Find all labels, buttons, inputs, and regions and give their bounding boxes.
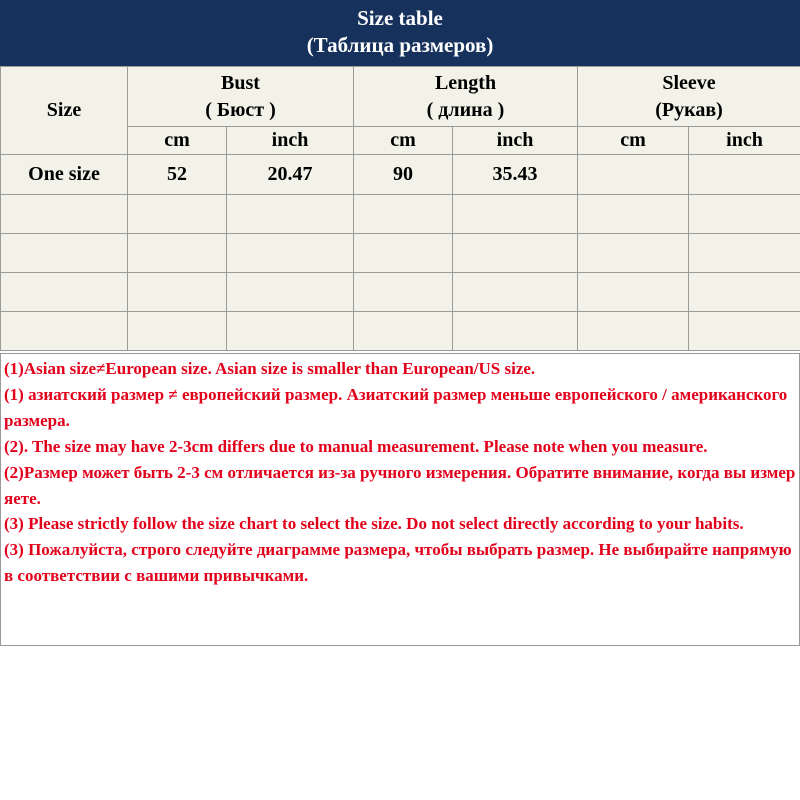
note-1-russian: (1) азиатский размер ≠ европейский размер. Азиатский размер меньше европейского / американского размера. [4, 384, 788, 430]
group-header-length [354, 67, 578, 127]
empty-cell [578, 312, 689, 351]
empty-cell [578, 234, 689, 273]
empty-row [1, 312, 800, 351]
note-3-english: (3) Please strictly follow the size chart to select the size. Do not select directly according to your habits. [4, 514, 744, 534]
unit-header: cm [578, 127, 689, 155]
table-row [1, 155, 800, 195]
group-subname: ( длина ) [426, 98, 505, 121]
unit-header: cm [354, 127, 453, 155]
empty-cell [578, 195, 689, 234]
value-cell [689, 155, 800, 195]
empty-cell [354, 312, 453, 351]
size-header: Size [1, 67, 128, 155]
group-header-bust [128, 67, 354, 127]
size-notes [0, 353, 800, 646]
empty-cell [354, 234, 453, 273]
empty-cell [354, 195, 453, 234]
value-cell: 20.47 [227, 155, 354, 195]
title-banner [0, 0, 800, 66]
note-1-english: (1)Asian size≠European size. Asian size is smaller than European/US size. [4, 359, 536, 378]
empty-cell [689, 195, 800, 234]
empty-cell [453, 234, 578, 273]
empty-cell [689, 234, 800, 273]
empty-cell [689, 312, 800, 351]
empty-row [1, 273, 800, 312]
value-cell [578, 155, 689, 195]
group-name: Sleeve [662, 71, 716, 94]
unit-header: inch [227, 127, 354, 155]
empty-cell [689, 273, 800, 312]
empty-cell [227, 195, 354, 234]
empty-cell [227, 312, 354, 351]
group-header-sleeve [578, 67, 800, 127]
group-subname: ( Бюст ) [205, 98, 276, 121]
empty-cell [1, 195, 128, 234]
header-row-groups [1, 67, 800, 127]
value-cell: 90 [354, 155, 453, 195]
empty-cell [227, 273, 354, 312]
empty-cell [453, 273, 578, 312]
empty-cell [1, 273, 128, 312]
empty-row [1, 234, 800, 273]
group-name: Bust [221, 71, 260, 94]
note-2-russian: (2)Размер может быть 2-3 см отличается из-за ручного измерения. Обратите внимание, когда вы измеряете. [4, 462, 796, 508]
empty-cell [128, 195, 227, 234]
empty-cell [1, 234, 128, 273]
empty-cell [453, 195, 578, 234]
empty-row [1, 195, 800, 234]
size-table [0, 66, 800, 351]
empty-cell [128, 234, 227, 273]
note-2-english: (2). The size may have 2-3cm differs due to manual measurement. Please note when you measure. [4, 436, 708, 456]
value-cell: 35.43 [453, 155, 578, 195]
group-name: Length [434, 71, 497, 94]
empty-cell [354, 273, 453, 312]
title-russian: (Таблица размеров) [306, 33, 494, 57]
empty-cell [453, 312, 578, 351]
empty-cell [578, 273, 689, 312]
empty-cell [227, 234, 354, 273]
empty-cell [1, 312, 128, 351]
unit-header: inch [453, 127, 578, 155]
empty-cell [128, 273, 227, 312]
title-english: Size table [357, 6, 443, 30]
unit-header: cm [128, 127, 227, 155]
unit-header: inch [689, 127, 800, 155]
note-3-russian: (3) Пожалуйста, строго следуйте диаграмме размера, чтобы выбрать размер. Не выбирайте напрямую в соответствии с вашими привычками. [4, 540, 792, 586]
value-cell: 52 [128, 155, 227, 195]
empty-cell [128, 312, 227, 351]
size-cell: One size [1, 155, 128, 195]
group-subname: (Рукав) [655, 98, 723, 121]
